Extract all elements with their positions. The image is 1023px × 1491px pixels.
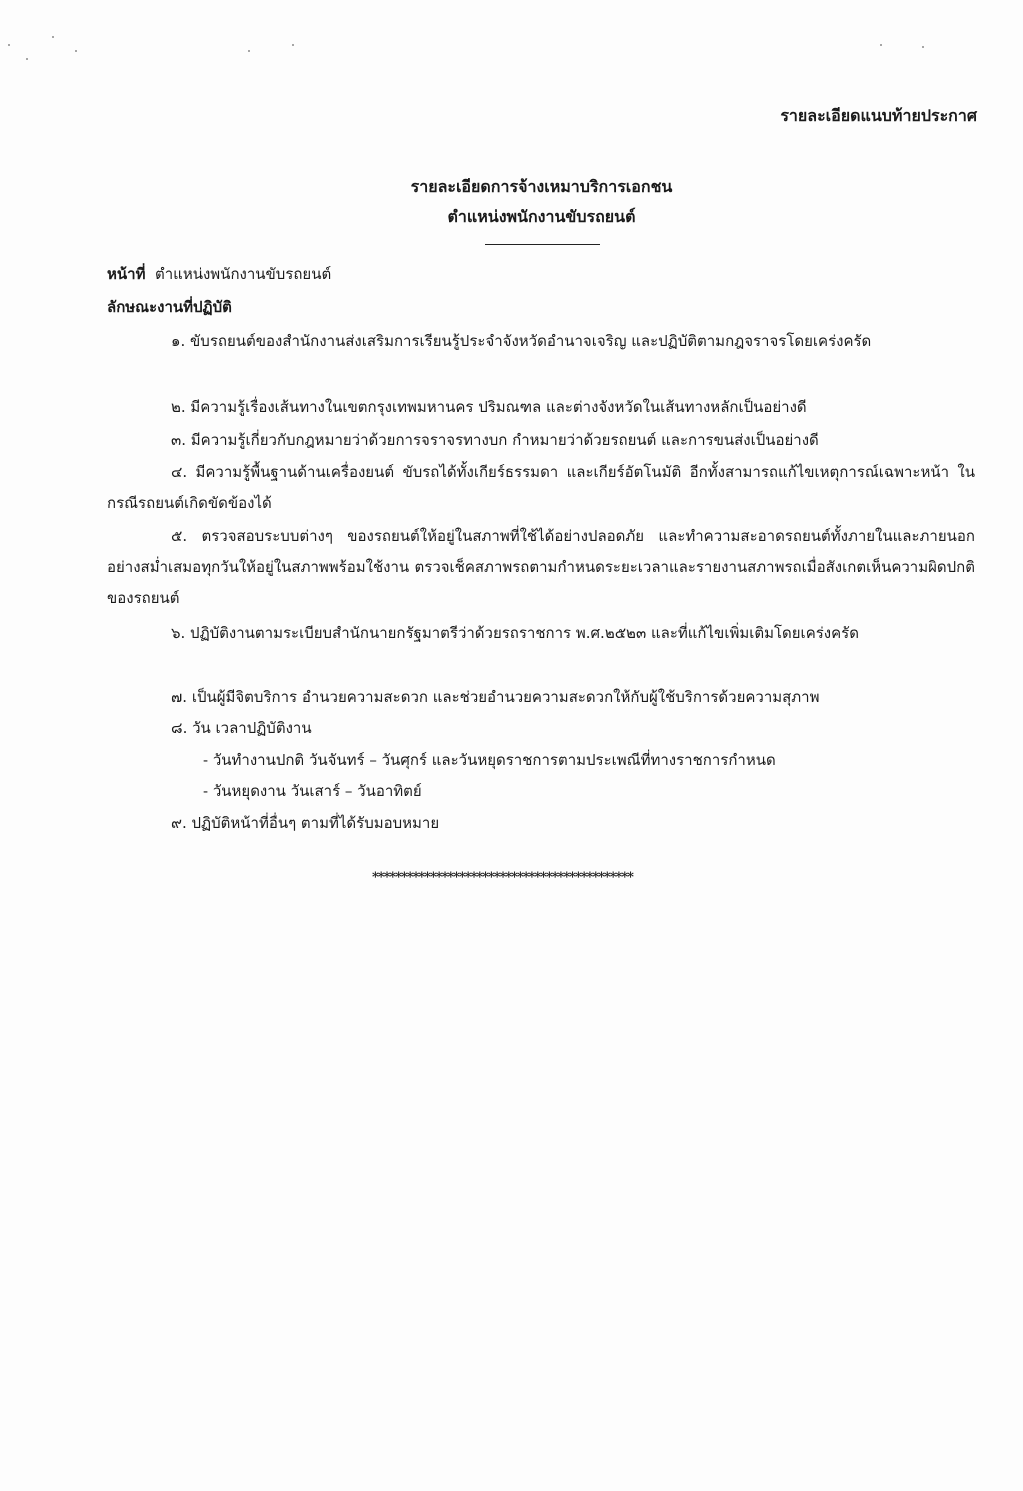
scan-speck [26,58,28,60]
duty-line [107,259,331,290]
duty-item-1: ๑. ขับรถยนต์ของสำนักงานส่งเสริมการเรียนรู้ประจำจังหวัดอำนาจเจริญ และปฏิบัติตามกฎจราจรโดยเคร่งครัด [171,332,872,350]
duty-item-4: ๔. มีความรู้พื้นฐานด้านเครื่องยนต์ ขับรถได้ทั้งเกียร์ธรรมดา และเกียร์อัตโนมัติ อีกทั้งสามารถแก้ไขเหตุการณ์เฉพาะหน้า ในกรณีรถยนต์เกิดขัดข้องได้ [107,463,975,512]
duty-item-7: ๗. เป็นผู้มีจิตบริการ อำนวยความสะดวก และช่วยอำนวยความสะดวกให้กับผู้ใช้บริการด้วยความสุภาพ [171,688,820,706]
scan-speck [248,50,250,52]
title-underline [485,244,600,245]
title-line-2: ตำแหน่งพนักงานขับรถยนต์ [447,207,636,226]
duty-item-8: ๘. วัน เวลาปฏิบัติงาน [171,719,312,737]
scan-speck [75,50,77,52]
scan-speck [292,44,294,46]
duty-item-6: ๖. ปฏิบัติงานตามระเบียบสำนักนายกรัฐมาตรีว่าด้วยรถราชการ พ.ศ.๒๕๒๓ และที่แก้ไขเพิ่มเติมโดยเคร่งครัด [171,624,859,642]
duty-value: ตำแหน่งพนักงานขับรถยนต์ [155,265,332,283]
scan-speck [922,46,924,48]
document-title [0,172,1023,232]
duty-item-2: ๒. มีความรู้เรื่องเส้นทางในเขตกรุงเทพมหานคร ปริมณฑล และต่างจังหวัดในเส้นทางหลักเป็นอย่างดี [171,398,807,416]
duty-label: หน้าที่ [107,265,146,283]
title-line-1: รายละเอียดการจ้างเหมาบริการเอกชน [410,177,673,196]
section-heading: ลักษณะงานที่ปฏิบัติ [107,298,232,316]
attachment-note: รายละเอียดแนบท้ายประกาศ [780,106,977,125]
schedule-workdays: - วันทำงานปกติ วันจันทร์ – วันศุกร์ และวันหยุดราชการตามประเพณีที่ทางราชการกำหนด [203,751,776,769]
duty-item-3: ๓. มีความรู้เกี่ยวกับกฎหมายว่าด้วยการจราจรทางบก กำหมายว่าด้วยรถยนต์ และการขนส่งเป็นอย่างดี [171,431,819,449]
scan-speck [880,44,882,46]
duty-item-9: ๙. ปฏิบัติหน้าที่อื่นๆ ตามที่ได้รับมอบหมาย [171,814,440,832]
schedule-days-off: - วันหยุดงาน วันเสาร์ – วันอาทิตย์ [203,782,422,800]
scan-speck [52,36,54,38]
duty-item-5: ๕. ตรวจสอบระบบต่างๆ ของรถยนต์ให้อยู่ในสภาพที่ใช้ได้อย่างปลอดภัย และทำความสะอาดรถยนต์ทั้งภายในและภายนอกอย่างสม่ำเสมอทุกวันให้อยู่ในสภาพพร้อมใช้งาน ตรวจเช็คสภาพรถตามกำหนดระยะเวลาและรายงานสภาพรถเมื่อสังเกตเห็นความผิดปกติของรถยนต์ [107,527,975,607]
scan-speck [8,44,10,46]
end-marker: ********************************************* [372,870,633,885]
